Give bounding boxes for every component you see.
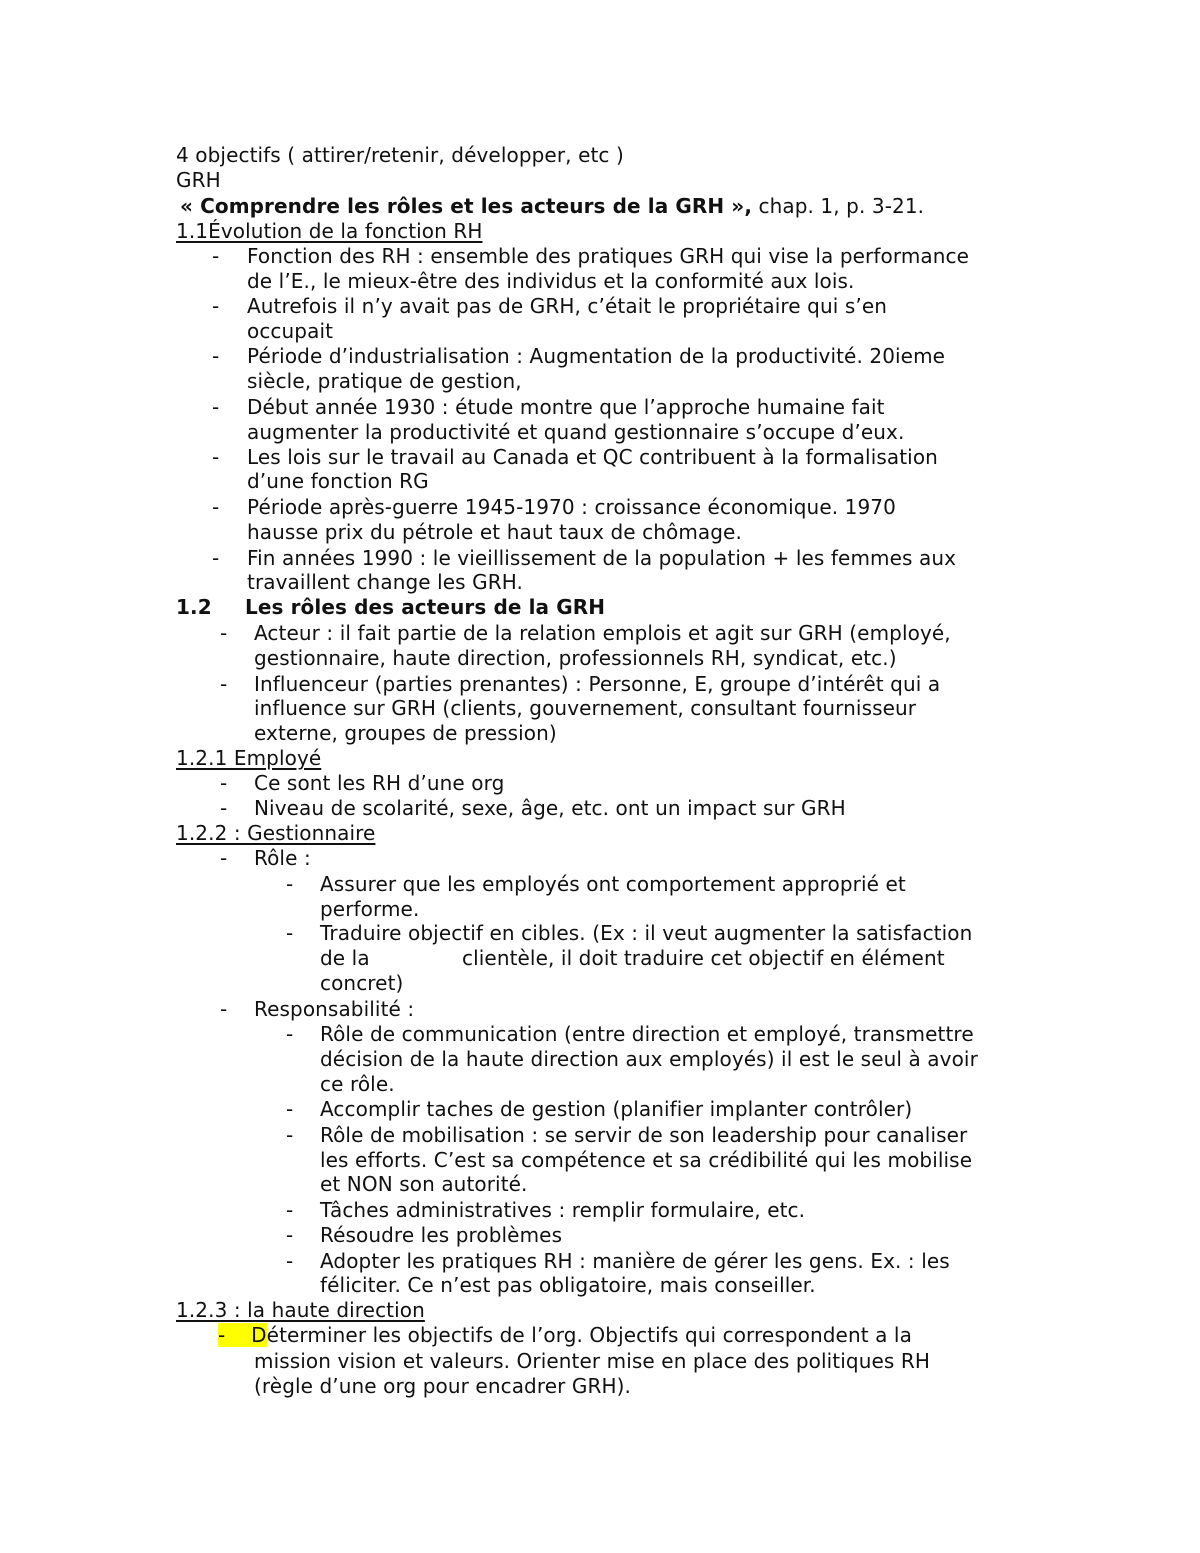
grh-line: GRH <box>176 168 221 192</box>
s11-b3-l2: siècle, pratique de gestion, <box>247 369 522 393</box>
bullet-dash: - <box>220 997 228 1021</box>
bullet-dash: - <box>286 1123 294 1147</box>
bullet-dash: - <box>220 846 228 870</box>
section-1-2-3-heading: 1.2.3 : la haute direction <box>176 1298 425 1322</box>
s122-resp6-l2: féliciter. Ce n’est pas obligatoire, mais conseiller. <box>320 1273 816 1297</box>
bullet-dash: - <box>220 621 228 645</box>
bullet-dash: - <box>286 872 294 896</box>
s11-b2-l2: occupait <box>247 319 334 343</box>
bullet-dash: - <box>220 672 228 696</box>
bullet-dash: - <box>286 1198 294 1222</box>
s11-b2-l1: Autrefois il n’y avait pas de GRH, c’était le propriétaire qui s’en <box>247 294 888 318</box>
s11-b1-l2: de l’E., le mieux-être des individus et la conformité aux lois. <box>247 269 855 293</box>
bullet-dash: - <box>286 921 294 945</box>
s11-b4-l2: augmenter la productivité et quand gestionnaire s’occupe d’eux. <box>247 420 905 444</box>
bullet-dash: - <box>220 796 228 820</box>
s122-resp1-l1: Rôle de communication (entre direction et employé, transmettre <box>320 1022 974 1046</box>
s122-resp6-l1: Adopter les pratiques RH : manière de gérer les gens. Ex. : les <box>320 1249 950 1273</box>
s12-b2-l2: influence sur GRH (clients, gouvernement, consultant fournisseur <box>254 696 917 720</box>
highlight: - D <box>218 1323 267 1347</box>
s12-b2-l3: externe, groupes de pression) <box>254 721 557 745</box>
s123-l3: (règle d’une org pour encadrer GRH). <box>254 1374 632 1398</box>
s11-b5-l1: Les lois sur le travail au Canada et QC contribuent à la formalisation <box>247 445 938 469</box>
chapter-title-bold: « Comprendre les rôles et les acteurs de la GRH », <box>180 194 753 218</box>
s122-role-label: Rôle : <box>254 846 311 870</box>
s123-l1: éterminer les objectifs de l’org. Objectifs qui correspondent a la <box>266 1323 912 1347</box>
section-1-2-title: Les rôles des acteurs de la GRH <box>245 595 606 619</box>
chapter-title-ref: chap. 1, p. 3-21. <box>752 194 925 218</box>
bullet-dash: - <box>212 546 220 570</box>
s122-role2-l3: concret) <box>320 971 404 995</box>
section-1-1-heading: 1.1Évolution de la fonction RH <box>176 219 483 243</box>
s11-b7-l2: travaillent change les GRH. <box>247 570 524 594</box>
bullet-dash: - <box>286 1022 294 1046</box>
s121-b1: Ce sont les RH d’une org <box>254 771 505 795</box>
bullet-dash: - <box>212 495 220 519</box>
objectives-line: 4 objectifs ( attirer/retenir, développer, etc ) <box>176 143 624 167</box>
bullet-dash: - <box>212 344 220 368</box>
s122-resp1-l2: décision de la haute direction aux employés) il est le seul à avoir <box>320 1047 978 1071</box>
bullet-dash: - <box>212 395 220 419</box>
bullet-dash: - <box>286 1097 294 1121</box>
bullet-dash: - <box>212 294 220 318</box>
section-1-2-number: 1.2 <box>176 595 212 619</box>
s122-role2-l2b: clientèle, il doit traduire cet objectif en élément <box>462 946 945 970</box>
s122-role1-l2: performe. <box>320 897 420 921</box>
s11-b6-l2: hausse prix du pétrole et haut taux de chômage. <box>247 520 742 544</box>
s122-role1-l1: Assurer que les employés ont comportement approprié et <box>320 872 906 896</box>
section-1-2-1-heading: 1.2.1 Employé <box>176 746 322 770</box>
section-1-2-2-heading: 1.2.2 : Gestionnaire <box>176 821 376 845</box>
s12-b1-l1: Acteur : il fait partie de la relation emplois et agit sur GRH (employé, <box>254 621 951 645</box>
chapter-title <box>180 194 924 219</box>
highlighted-letter: D <box>251 1323 267 1347</box>
s122-resp-label: Responsabilité : <box>254 997 415 1021</box>
bullet-dash: - <box>212 244 220 268</box>
s121-b2: Niveau de scolarité, sexe, âge, etc. ont un impact sur GRH <box>254 796 846 820</box>
s122-resp5: Résoudre les problèmes <box>320 1223 563 1247</box>
s122-resp3-l1: Rôle de mobilisation : se servir de son leadership pour canaliser <box>320 1123 968 1147</box>
s122-role2-l1: Traduire objectif en cibles. (Ex : il veut augmenter la satisfaction <box>320 921 973 945</box>
s122-resp3-l2: les efforts. C’est sa compétence et sa crédibilité qui les mobilise <box>320 1148 973 1172</box>
s123-highlighted-bullet <box>218 1323 912 1348</box>
s11-b6-l1: Période après-guerre 1945-1970 : croissance économique. 1970 <box>247 495 896 519</box>
s12-b1-l2: gestionnaire, haute direction, professionnels RH, syndicat, etc.) <box>254 646 897 670</box>
bullet-dash: - <box>212 445 220 469</box>
s122-role2-l2a: de la <box>320 946 370 970</box>
s12-b2-l1: Influenceur (parties prenantes) : Personne, E, groupe d’intérêt qui a <box>254 672 941 696</box>
s11-b1-l1: Fonction des RH : ensemble des pratiques GRH qui vise la performance <box>247 244 970 268</box>
s11-b3-l1: Période d’industrialisation : Augmentation de la productivité. 20ieme <box>247 344 946 368</box>
s122-resp1-l3: ce rôle. <box>320 1072 395 1096</box>
s11-b7-l1: Fin années 1990 : le vieillissement de la population + les femmes aux <box>247 546 957 570</box>
bullet-dash: - <box>220 771 228 795</box>
bullet-dash: - <box>286 1249 294 1273</box>
s123-l2: mission vision et valeurs. Orienter mise en place des politiques RH <box>254 1349 930 1373</box>
s11-b4-l1: Début année 1930 : étude montre que l’approche humaine fait <box>247 395 885 419</box>
bullet-dash: - <box>286 1223 294 1247</box>
s122-resp4: Tâches administratives : remplir formulaire, etc. <box>320 1198 806 1222</box>
s122-resp2: Accomplir taches de gestion (planifier implanter contrôler) <box>320 1097 913 1121</box>
s122-resp3-l3: et NON son autorité. <box>320 1172 528 1196</box>
s11-b5-l2: d’une fonction RG <box>247 469 429 493</box>
